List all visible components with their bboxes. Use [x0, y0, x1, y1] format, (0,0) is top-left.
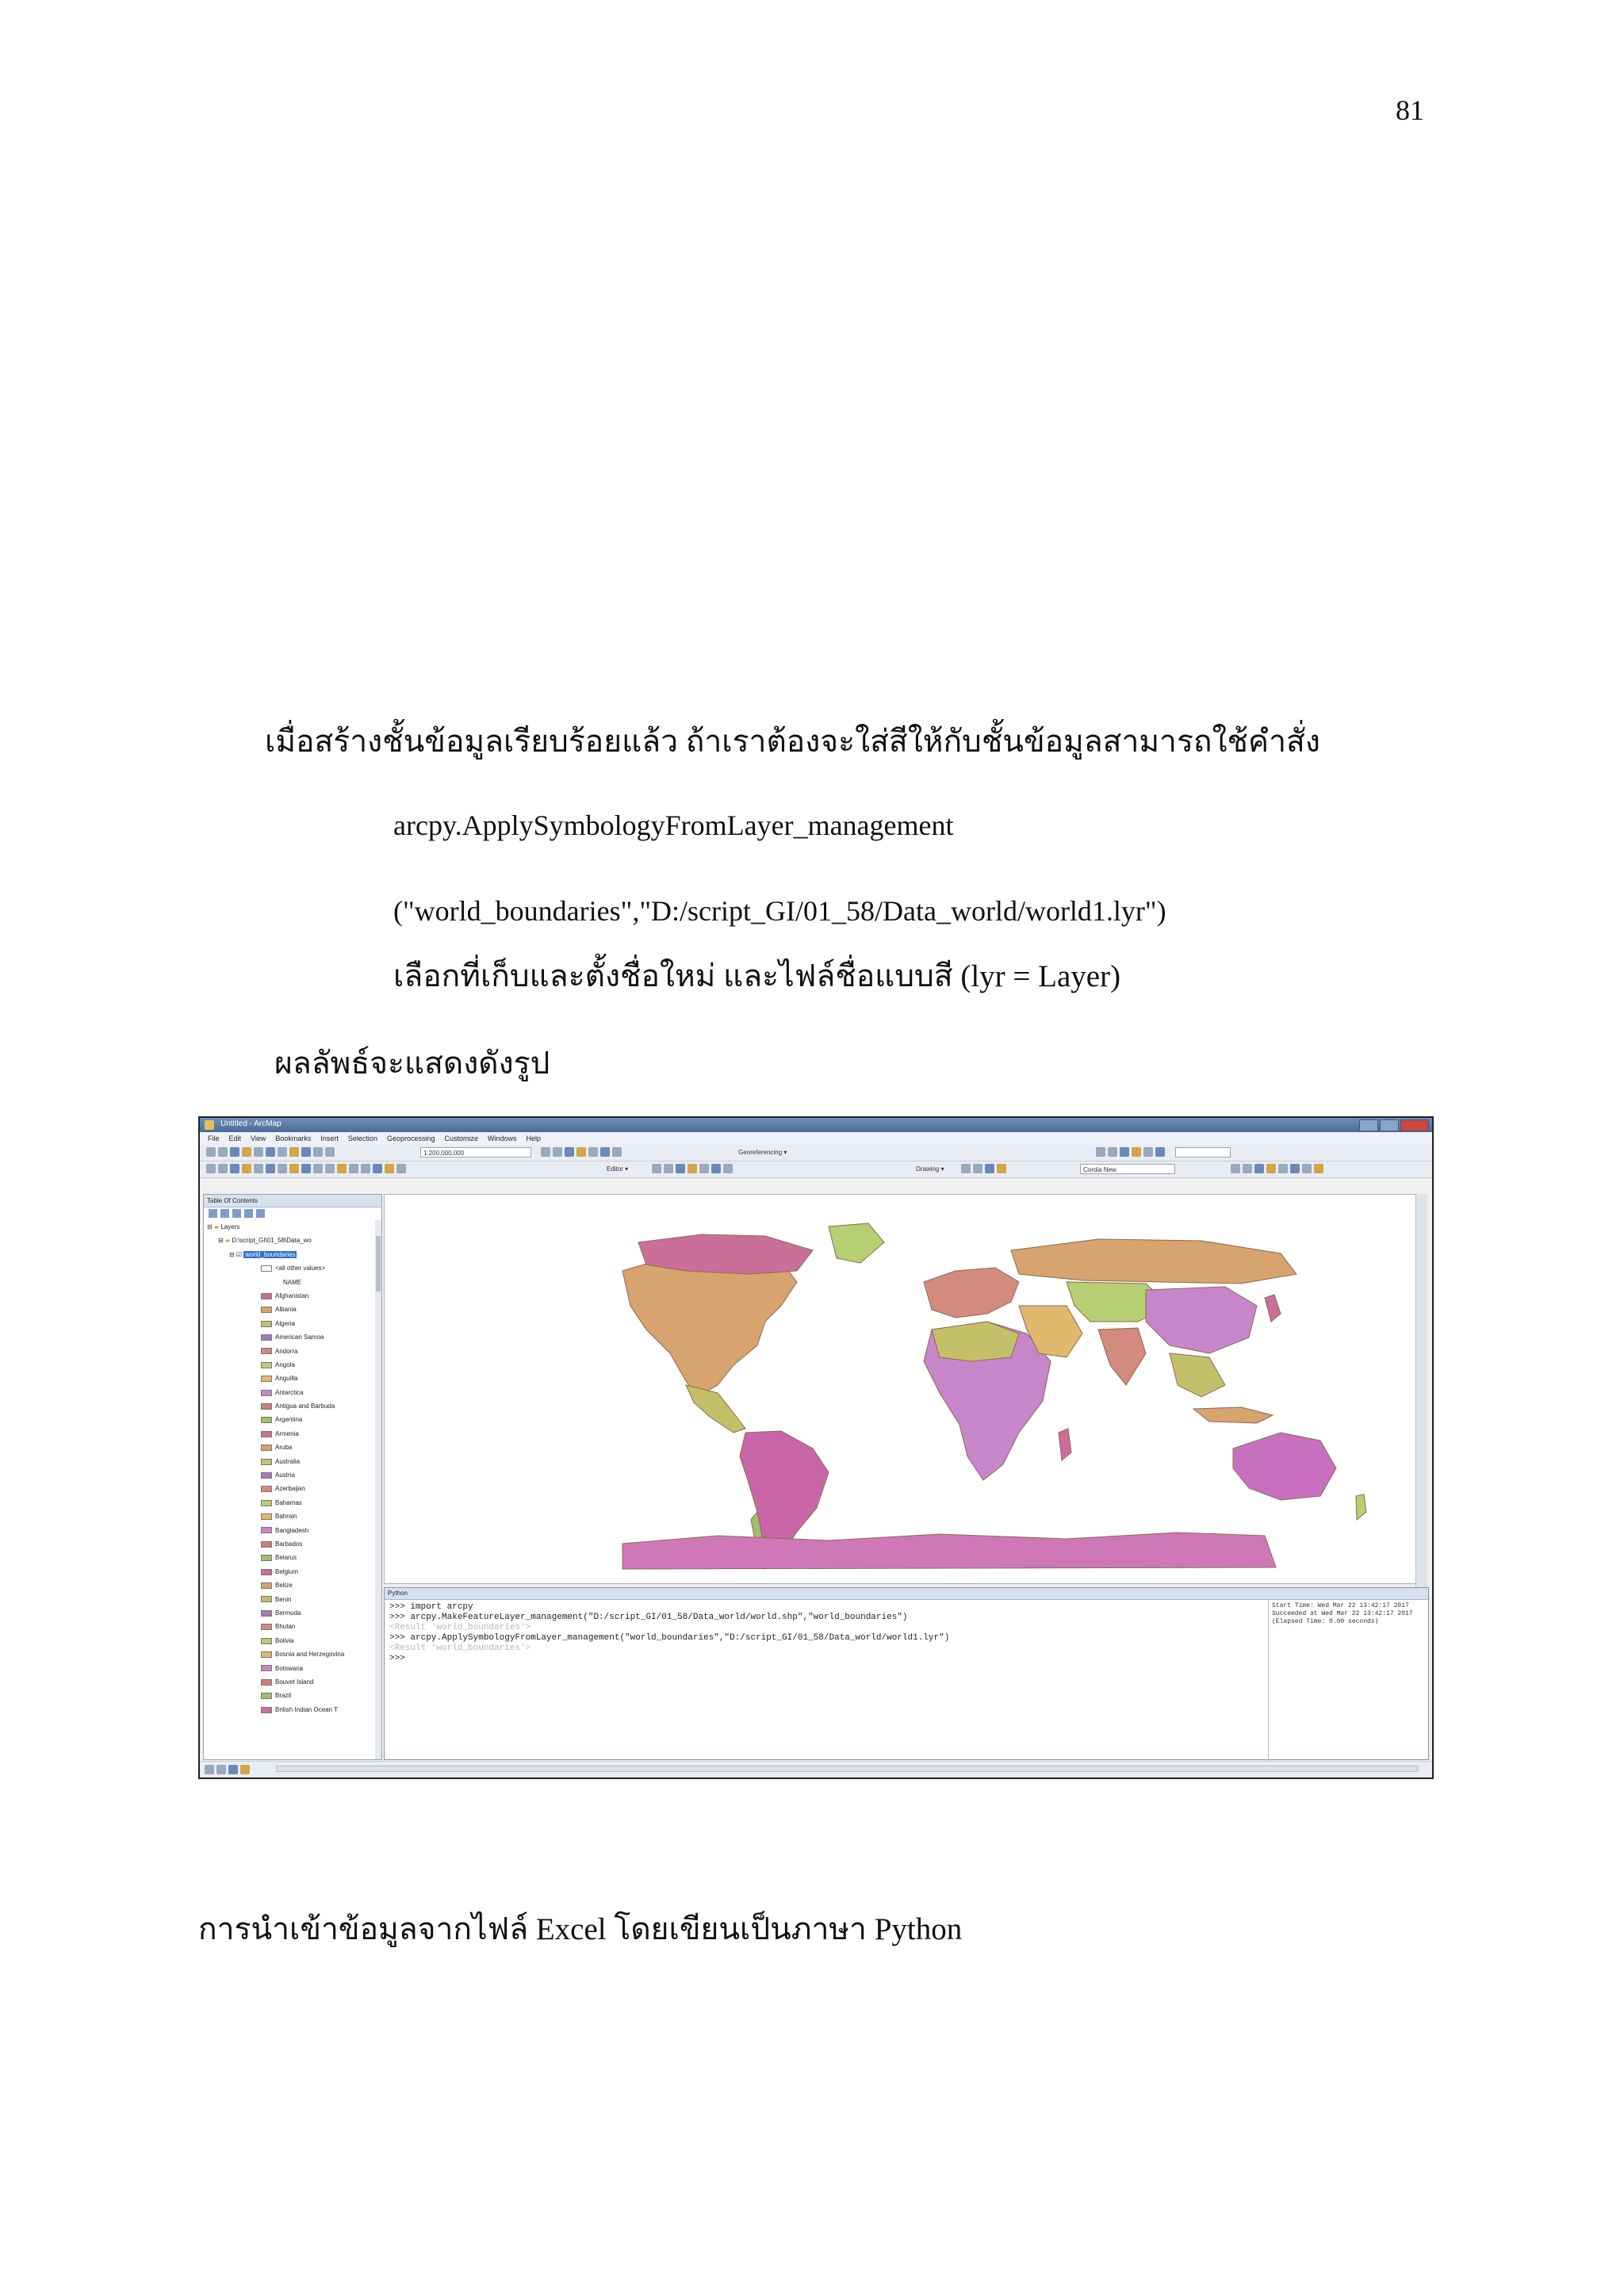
font-color-icon[interactable] — [1266, 1164, 1276, 1173]
toc-country-item — [204, 1510, 381, 1523]
search-window-icon[interactable] — [576, 1147, 586, 1157]
select-elements-icon[interactable] — [325, 1164, 335, 1173]
russia — [1011, 1239, 1297, 1284]
standard-toolbar — [200, 1145, 1432, 1161]
toc-layers[interactable]: ⊟ ▰ Layers — [207, 1223, 240, 1230]
pan-icon[interactable] — [230, 1164, 239, 1173]
forward-icon[interactable] — [289, 1164, 299, 1173]
country-swatch — [261, 1610, 272, 1617]
europe — [924, 1268, 1019, 1318]
country-swatch — [261, 1459, 272, 1465]
copy-icon[interactable] — [266, 1147, 275, 1157]
country-swatch — [261, 1707, 272, 1713]
country-label: Bosnia and Herzegovina — [275, 1651, 345, 1659]
split-tool-icon[interactable] — [711, 1164, 721, 1173]
country-swatch — [261, 1486, 272, 1492]
japan — [1265, 1295, 1281, 1322]
fill-color-icon[interactable] — [1278, 1164, 1288, 1173]
python-line: >>> arcpy.ApplySymbologyFromLayer_management("world_boundaries","D:/script_GI/01_58/Data_world/world1.lyr") — [389, 1633, 950, 1643]
country-label: Brazil — [275, 1692, 292, 1700]
country-label: Bahamas — [275, 1498, 302, 1506]
font-field[interactable]: Cordia New — [1080, 1164, 1175, 1174]
toc-country-item — [204, 1647, 381, 1661]
editor-dropdown[interactable]: Editor ▾ — [607, 1165, 629, 1173]
toc-country-item — [204, 1427, 381, 1441]
toc-country-item — [204, 1537, 381, 1551]
country-swatch — [261, 1321, 272, 1327]
table-of-contents — [203, 1194, 382, 1760]
page-number: 81 — [1396, 94, 1424, 126]
country-label: Antarctica — [275, 1388, 304, 1396]
country-label: British Indian Ocean T — [275, 1705, 339, 1713]
country-label: Bermuda — [275, 1609, 301, 1617]
toc-country-item — [204, 1496, 381, 1510]
python-result: <Result 'world_boundaries'> — [389, 1644, 531, 1653]
menu-customize[interactable]: Customize — [444, 1135, 479, 1142]
toc-folder[interactable]: ⊟ ▰ D:\script_GI\01_58\Data_wo — [218, 1237, 312, 1245]
sketch-tool-icon[interactable] — [664, 1164, 673, 1173]
toc-scrollbar[interactable] — [375, 1220, 381, 1759]
pause-drawing-icon[interactable] — [240, 1765, 250, 1774]
end-point-arc-icon[interactable] — [688, 1164, 697, 1173]
toc-country-item — [204, 1662, 381, 1675]
country-label: Benin — [275, 1595, 292, 1603]
toc-country-item — [204, 1345, 381, 1358]
toc-folder-label: D:\script_GI\01_58\Data_wo — [232, 1237, 312, 1245]
toc-layer-label: world_boundaries — [245, 1250, 296, 1258]
paragraph-symbology-intro: เมื่อสร้างชั้นข้อมูลเรียบร้อยแล้ว ถ้าเราต้องจะใส่สีให้กับชั้นข้อมูลสามารถใช้คำสั่ง — [265, 725, 1320, 759]
country-label: Bangladesh — [275, 1526, 309, 1534]
line-color-icon[interactable] — [1290, 1164, 1300, 1173]
greenland — [829, 1223, 884, 1263]
window-title: Untitled - ArcMap — [220, 1119, 282, 1128]
status-bar — [200, 1761, 1432, 1777]
python-line: >>> import arcpy — [389, 1602, 473, 1612]
modelbuilder-icon[interactable] — [612, 1147, 622, 1157]
list-by-drawing-order-icon[interactable] — [209, 1209, 217, 1218]
country-label: Afghanistan — [275, 1292, 309, 1299]
country-swatch — [261, 1293, 272, 1299]
toc-country-list — [204, 1289, 381, 1716]
heading-excel-import: การนำเข้าข้อมูลจากไฟล์ Excel โดยเขียนเป็นภาษา Python — [198, 1912, 963, 1946]
toc-country-item — [204, 1634, 381, 1647]
country-swatch — [261, 1390, 272, 1396]
underline-icon[interactable] — [1254, 1164, 1264, 1173]
country-label: Anguilla — [275, 1375, 298, 1383]
country-label: Armenia — [275, 1429, 299, 1437]
country-label: Argentina — [275, 1416, 303, 1424]
country-label: Bhutan — [275, 1623, 296, 1631]
georef-tool-5-icon[interactable] — [1143, 1147, 1153, 1157]
world-map — [385, 1195, 1417, 1583]
toc-country-item — [204, 1565, 381, 1578]
antarctica — [622, 1533, 1276, 1569]
toc-layers-label: Layers — [220, 1223, 240, 1230]
country-swatch — [261, 1693, 272, 1699]
toc-country-item — [204, 1358, 381, 1372]
mexico-central-america — [686, 1385, 745, 1433]
country-swatch — [261, 1651, 272, 1658]
map-horizontal-scrollbar[interactable] — [276, 1766, 1418, 1772]
toc-country-item — [204, 1524, 381, 1537]
country-label: Andorra — [275, 1347, 298, 1355]
list-by-source-icon[interactable] — [220, 1209, 229, 1218]
country-swatch — [261, 1500, 272, 1506]
country-swatch — [261, 1582, 272, 1589]
country-swatch — [261, 1513, 272, 1520]
toc-country-item — [204, 1606, 381, 1620]
catalog-window-icon[interactable] — [565, 1147, 574, 1157]
madagascar — [1059, 1429, 1071, 1460]
new-zealand — [1356, 1494, 1366, 1520]
menu-selection[interactable]: Selection — [347, 1135, 377, 1142]
cut-icon[interactable] — [254, 1147, 263, 1157]
identify-icon[interactable] — [337, 1164, 347, 1173]
country-swatch — [261, 1431, 272, 1437]
country-label: Bouvet Island — [275, 1678, 314, 1686]
country-label: Bahrain — [275, 1513, 297, 1521]
toc-country-item — [204, 1330, 381, 1344]
menu-windows[interactable]: Windows — [488, 1135, 517, 1142]
country-swatch — [261, 1307, 272, 1313]
toc-country-item — [204, 1441, 381, 1454]
arcmap-screenshot — [198, 1116, 1434, 1779]
zoom-in-icon[interactable] — [206, 1164, 216, 1173]
python-prompt: >>> — [389, 1654, 405, 1663]
toc-layer-world-boundaries[interactable]: ⊟ ☑ world_boundaries — [229, 1250, 296, 1258]
measure-icon[interactable] — [361, 1164, 370, 1173]
bold-icon[interactable] — [1231, 1164, 1240, 1173]
country-label: Albania — [275, 1306, 297, 1314]
minimize-button[interactable] — [1359, 1119, 1378, 1131]
country-swatch — [261, 1569, 272, 1575]
country-swatch — [261, 1376, 272, 1382]
toc-country-item — [204, 1455, 381, 1468]
drawing-dropdown[interactable]: Drawing ▾ — [916, 1165, 944, 1173]
country-label: Azerbaijan — [275, 1485, 305, 1493]
maximize-button[interactable] — [1380, 1119, 1399, 1131]
country-label: Australia — [275, 1457, 301, 1465]
country-swatch — [261, 1417, 272, 1423]
country-swatch — [261, 1541, 272, 1548]
back-icon[interactable] — [278, 1164, 287, 1173]
toc-country-item — [204, 1413, 381, 1426]
country-swatch — [261, 1348, 272, 1354]
clear-selection-icon[interactable] — [313, 1164, 323, 1173]
straight-segment-icon[interactable] — [676, 1164, 685, 1173]
india — [1098, 1328, 1146, 1385]
menu-geoprocessing[interactable]: Geoprocessing — [386, 1135, 435, 1142]
python-console[interactable] — [385, 1599, 1268, 1761]
country-swatch — [261, 1624, 272, 1630]
menu-insert[interactable]: Insert — [320, 1135, 339, 1142]
country-label: Belize — [275, 1582, 293, 1590]
country-label: Austria — [275, 1471, 295, 1479]
menu-help[interactable]: Help — [526, 1135, 542, 1142]
time-slider-icon[interactable] — [396, 1164, 406, 1173]
country-swatch — [261, 1679, 272, 1686]
fixed-zoom-in-icon[interactable] — [254, 1164, 263, 1173]
toc-country-item — [204, 1689, 381, 1702]
add-data-icon[interactable] — [325, 1147, 335, 1157]
toc-country-item — [204, 1551, 381, 1564]
edit-tool-icon[interactable] — [652, 1164, 661, 1173]
delete-icon[interactable] — [289, 1147, 299, 1157]
code-apply-symbology: arcpy.ApplySymbologyFromLayer_management — [393, 809, 954, 841]
toc-field-name: NAME — [283, 1278, 302, 1286]
country-label: Barbados — [275, 1540, 303, 1548]
python-result: <Result 'world_boundaries'> — [389, 1623, 531, 1632]
toc-all-other-values: <all other values> — [204, 1261, 381, 1275]
marker-color-icon[interactable] — [1302, 1164, 1312, 1173]
python-help-panel: Start Time: Wed Mar 22 13:42:17 2017 Succeeded at Wed Mar 22 13:42:17 2017 (Elapsed Time: 0.00 seconds) — [1268, 1599, 1430, 1761]
print-icon[interactable] — [242, 1147, 251, 1157]
australia — [1233, 1433, 1336, 1500]
list-by-selection-icon[interactable] — [244, 1209, 253, 1218]
country-swatch — [261, 1403, 272, 1410]
paragraph-layer-note: เลือกที่เก็บและตั้งชื่อใหม่ และไฟล์ชื่อแบบสี (lyr = Layer) — [393, 959, 1121, 993]
toc-title: Table Of Contents — [204, 1195, 381, 1207]
country-swatch — [261, 1334, 272, 1341]
python-window-icon[interactable] — [600, 1147, 610, 1157]
country-label: Angola — [275, 1360, 295, 1368]
menu-file[interactable]: File — [208, 1135, 220, 1142]
toc-country-item — [204, 1317, 381, 1330]
text-icon[interactable] — [997, 1164, 1006, 1173]
toc-country-item — [204, 1399, 381, 1413]
list-by-visibility-icon[interactable] — [232, 1209, 241, 1218]
toc-country-item — [204, 1578, 381, 1592]
arctoolbox-icon[interactable] — [588, 1147, 598, 1157]
country-label: Bolivia — [275, 1636, 294, 1644]
toc-country-item — [204, 1620, 381, 1633]
toc-country-item — [204, 1468, 381, 1482]
country-swatch — [261, 1638, 272, 1644]
rotate-tool-icon[interactable] — [723, 1164, 733, 1173]
paste-icon[interactable] — [278, 1147, 287, 1157]
country-swatch — [261, 1665, 272, 1671]
toc-options-icon[interactable] — [256, 1209, 265, 1218]
country-label: Belgium — [275, 1567, 298, 1575]
zoom-out-icon[interactable] — [218, 1164, 228, 1173]
find-icon[interactable] — [349, 1164, 358, 1173]
toc-country-item — [204, 1386, 381, 1399]
menu-bar — [200, 1132, 1432, 1145]
country-label: Algeria — [275, 1319, 295, 1327]
toc-country-item — [204, 1303, 381, 1316]
china — [1146, 1287, 1257, 1353]
indonesia — [1193, 1407, 1273, 1423]
southeast-asia — [1170, 1353, 1225, 1397]
toc-country-item — [204, 1675, 381, 1689]
close-button[interactable] — [1400, 1119, 1429, 1131]
python-window — [384, 1587, 1429, 1760]
arcmap-icon — [205, 1120, 214, 1130]
hyperlink-icon[interactable] — [373, 1164, 382, 1173]
georef-tool-2-icon[interactable] — [1108, 1147, 1117, 1157]
editor-toolbar-icon[interactable] — [541, 1147, 550, 1157]
tools-toolbar — [200, 1161, 1432, 1178]
georef-tool-1-icon[interactable] — [1096, 1147, 1105, 1157]
toc-country-item — [204, 1593, 381, 1606]
country-label: American Samoa — [275, 1334, 324, 1341]
undo-icon[interactable] — [301, 1147, 311, 1157]
georef-tool-3-icon[interactable] — [1120, 1147, 1129, 1157]
save-icon[interactable] — [230, 1147, 239, 1157]
country-swatch — [261, 1596, 272, 1602]
fixed-zoom-out-icon[interactable] — [266, 1164, 275, 1173]
new-icon[interactable] — [206, 1147, 216, 1157]
window-titlebar — [200, 1118, 1432, 1132]
code-apply-symbology-args: ("world_boundaries","D:/script_GI/01_58/Data_world/world1.lyr") — [393, 895, 1166, 927]
rotate-element-icon[interactable] — [973, 1164, 982, 1173]
country-label: Belarus — [275, 1554, 297, 1562]
scale-field[interactable]: 1:200,000,000 — [420, 1147, 531, 1158]
menu-bookmarks[interactable]: Bookmarks — [275, 1135, 312, 1142]
country-swatch — [261, 1362, 272, 1368]
redo-icon[interactable] — [313, 1147, 323, 1157]
georef-tool-4-icon[interactable] — [1132, 1147, 1141, 1157]
toc-country-item — [204, 1482, 381, 1495]
result-caption: ผลลัพธ์จะแสดงดังรูป — [274, 1047, 550, 1081]
north-america — [622, 1252, 797, 1397]
toc-country-item — [204, 1703, 381, 1716]
italic-icon[interactable] — [1243, 1164, 1252, 1173]
toc-country-item — [204, 1289, 381, 1303]
menu-edit[interactable]: Edit — [228, 1135, 242, 1142]
country-swatch — [261, 1555, 272, 1561]
map-view[interactable] — [384, 1194, 1418, 1584]
country-label: Antigua and Barbuda — [275, 1402, 335, 1410]
georef-tool-6-icon[interactable] — [1155, 1147, 1165, 1157]
country-label: Aruba — [275, 1444, 293, 1452]
toc-window-icon[interactable] — [553, 1147, 562, 1157]
select-features-icon[interactable] — [301, 1164, 311, 1173]
country-swatch — [261, 1472, 272, 1479]
georef-layer-field[interactable] — [1175, 1147, 1231, 1158]
country-swatch — [261, 1527, 272, 1533]
full-extent-icon[interactable] — [242, 1164, 251, 1173]
trace-icon[interactable] — [699, 1164, 709, 1173]
python-window-title: Python — [385, 1588, 1428, 1600]
georeferencing-dropdown[interactable]: Georeferencing ▾ — [738, 1149, 787, 1156]
draw-pointer-icon[interactable] — [961, 1164, 971, 1173]
refresh-icon[interactable] — [228, 1765, 238, 1774]
country-swatch — [261, 1445, 272, 1451]
shadow-color-icon[interactable] — [1314, 1164, 1323, 1173]
toc-country-item — [204, 1372, 381, 1385]
rectangle-icon[interactable] — [985, 1164, 994, 1173]
layout-view-icon[interactable] — [216, 1765, 226, 1774]
menu-view[interactable]: View — [251, 1135, 266, 1142]
country-label: Botswana — [275, 1664, 304, 1672]
html-popup-icon[interactable] — [385, 1164, 394, 1173]
python-line: >>> arcpy.MakeFeatureLayer_management("D:/script_GI/01_58/Data_world/world.shp","world_boundaries") — [389, 1613, 908, 1622]
open-icon[interactable] — [218, 1147, 228, 1157]
data-view-icon[interactable] — [205, 1765, 214, 1774]
